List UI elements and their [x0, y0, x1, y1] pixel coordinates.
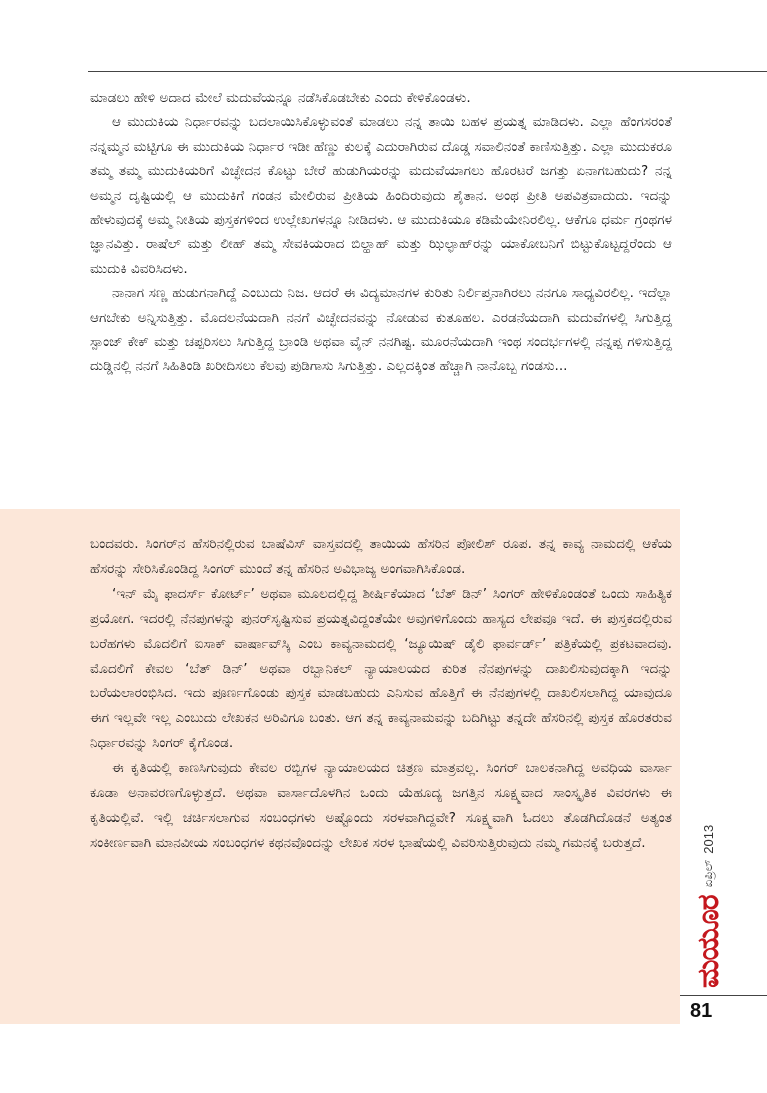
- magazine-logo: ಮಯೂರ: [690, 895, 726, 988]
- masthead: [684, 788, 764, 988]
- panel-text-column: [90, 532, 672, 856]
- issue-month: ಏಪ್ರಿಲ್: [700, 859, 715, 888]
- paragraph: ಮಾಡಲು ಹೇಳಿ ಅದಾದ ಮೇಲೆ ಮದುವೆಯನ್ನೂ ನಡೆಸಿಕೊಡಬೇಕು ಎಂದು ಕೇಳಿಕೊಂಡಳು.: [90, 90, 471, 106]
- issue-year: 2013: [700, 824, 716, 854]
- paragraph: ಆ ಮುದುಕಿಯ ನಿರ್ಧಾರವನ್ನು ಬದಲಾಯಿಸಿಕೊಳ್ಳುವಂತೆ ಮಾಡಲು ನನ್ನ ತಾಯಿ ಬಹಳ ಪ್ರಯತ್ನ ಮಾಡಿದಳು. ಎಲ್ಲಾ ಹೆಂಗಸರಂತೆ ನನ್ನಮ್ಮನ ಮಟ್ಟಿಗೂ ಈ ಮುದುಕಿಯ ನಿರ್ಧಾರ ಇಡೀ ಹೆಣ್ಣು ಕುಲಕ್ಕೆ ಎದುರಾಗಿರುವ ದೊಡ್ಡ ಸವಾಲಿನಂತೆ ಕಾಣಿಸುತ್ತಿತ್ತು. ಎಲ್ಲಾ ಮುದುಕರೂ ತಮ್ಮ ತಮ್ಮ ಮುದುಕಿಯರಿಗೆ ವಿಚ್ಛೇದನ ಕೊಟ್ಟು ಬೇರೆ ಹುಡುಗಿಯರನ್ನು ಮದುವೆಯಾಗಲು ಹೊರಟರೆ ಜಗತ್ತು ಏನಾಗಬಹುದು? ನನ್ನ ಅಮ್ಮನ ದೃಷ್ಟಿಯಲ್ಲಿ ಆ ಮುದುಕಿಗೆ ಗಂಡನ ಮೇಲಿರುವ ಪ್ರೀತಿಯ ಹಿಂದಿರುವುದು ಶೈತಾನ. ಅಂಥ ಪ್ರೀತಿ ಅಪವಿತ್ರವಾದುದು. ಇದನ್ನು ಹೇಳುವುದಕ್ಕೆ ಅಮ್ಮ ನೀತಿಯ ಪುಸ್ತಕಗಳಿಂದ ಉಲ್ಲೇಖಗಳನ್ನೂ ನೀಡಿದಳು. ಆ ಮುದುಕಿಯೂ ಕಡಿಮೆಯೇನಿರಲಿಲ್ಲ. ಆಕೆಗೂ ಧರ್ಮ ಗ್ರಂಥಗಳ ಜ್ಞಾನವಿತ್ತು. ರಾಷೆಲ್ ಮತ್ತು ಲೀಹ್ ತಮ್ಮ ಸೇವಕಿಯರಾದ ಬಿಲ್ಹಾಹ್ ಮತ್ತು ಝಿಲ್ಫಾಹ್‌ರನ್ನು ಯಾಕೋಬನಿಗೆ ಬಿಟ್ಟುಕೊಟ್ಟದ್ದರೆಂದು ಆ ಮುದುಕಿ ವಿವರಿಸಿದಳು.: [90, 114, 672, 277]
- paragraph: ಈ ಕೃತಿಯಲ್ಲಿ ಕಾಣಸಿಗುವುದು ಕೇವಲ ರಬ್ಬಿಗಳ ನ್ಯಾಯಾಲಯದ ಚಿತ್ರಣ ಮಾತ್ರವಲ್ಲ. ಸಿಂಗರ್ ಬಾಲಕನಾಗಿದ್ದ ಅವಧಿಯ ವಾರ್ಸಾ ಕೂಡಾ ಅನಾವರಣಗೊಳ್ಳುತ್ತದೆ. ಅಥವಾ ವಾರ್ಸಾದೊಳಗಿನ ಒಂದು ಯೆಹೂದ್ಯ ಜಗತ್ತಿನ ಸೂಕ್ಷ್ಮವಾದ ಸಾಂಸ್ಕೃತಿಕ ವಿವರಗಳು ಈ ಕೃತಿಯಲ್ಲಿವೆ. ಇಲ್ಲಿ ಚರ್ಚಿಸಲಾಗುವ ಸಂಬಂಧಗಳು ಅಷ್ಟೊಂದು ಸರಳವಾಗಿದ್ದವೇ? ಸೂಕ್ಷ್ಮವಾಗಿ ಓದಲು ತೊಡಗಿದೊಡನೆ ಅತ್ಯಂತ ಸಂಕೀರ್ಣವಾಗಿ ಮಾನವೀಯ ಸಂಬಂಧಗಳ ಕಥನವೊಂದನ್ನು ಲೇಖಕ ಸರಳ ಭಾಷೆಯಲ್ಲಿ ವಿವರಿಸುತ್ತಿರುವುದು ನಮ್ಮ ಗಮನಕ್ಕೆ ಬರುತ್ತದೆ.: [90, 760, 672, 851]
- top-rule: [88, 71, 767, 72]
- paragraph: ‘ಇನ್ ಮೈ ಫಾದರ್ಸ್ ಕೋರ್ಟ್’ ಅಥವಾ ಮೂಲದಲ್ಲಿದ್ದ ಶೀರ್ಷಿಕೆಯಾದ ‘ಬೆತ್ ಡಿನ್’ ಸಿಂಗರ್ ಹೇಳಿಕೊಂಡಂತೆ ಒಂದು ಸಾಹಿತ್ಯಿಕ ಪ್ರಯೋಗ. ಇದರಲ್ಲಿ ನೆನಪುಗಳನ್ನು ಪುನರ್‌ಸೃಷ್ಟಿಸುವ ಪ್ರಯತ್ನವಿದ್ದಂತೆಯೇ ಅವುಗಳಿಗೊಂದು ಹಾಸ್ಯದ ಲೇಪವೂ ಇದೆ. ಈ ಪುಸ್ತಕದಲ್ಲಿರುವ ಬರೆಹಗಳು ಮೊದಲಿಗೆ ಐಸಾಕ್ ವಾರ್ಷಾವ್‌ಸ್ಕಿ ಎಂಬ ಕಾವ್ಯನಾಮದಲ್ಲಿ ‘ಜ್ಯೂಯಿಷ್ ಡೈಲಿ ಫಾರ್ವರ್ಡ್’ ಪತ್ರಿಕೆಯಲ್ಲಿ ಪ್ರಕಟವಾದವು. ಮೊದಲಿಗೆ ಕೇವಲ ‘ಬೆತ್ ಡಿನ್’ ಅಥವಾ ರಬ್ಬಾನಿಕಲ್ ನ್ಯಾಯಾಲಯದ ಕುರಿತ ನೆನಪುಗಳನ್ನು ದಾಖಲಿಸುವುದಕ್ಕಾಗಿ ಇದನ್ನು ಬರೆಯಲಾರಂಭಿಸಿದ. ಇದು ಪೂರ್ಣಗೊಂಡು ಪುಸ್ತಕ ಮಾಡಬಹುದು ಎನಿಸುವ ಹೊತ್ತಿಗೆ ಈ ನೆನಪುಗಳಲ್ಲಿ ದಾಖಲಿಸಲಾಗಿದ್ದ ಯಾವುದೂ ಈಗ ಇಲ್ಲವೇ ಇಲ್ಲ ಎಂಬುದು ಲೇಖಕನ ಅರಿವಿಗೂ ಬಂತು. ಆಗ ತನ್ನ ಕಾವ್ಯನಾಮವನ್ನು ಬದಿಗಿಟ್ಟು ತನ್ನದೇ ಹೆಸರಿನಲ್ಲಿ ಪುಸ್ತಕ ಹೊರತರುವ ನಿರ್ಧಾರವನ್ನು ಸಿಂಗರ್ ಕೈಗೊಂಡ.: [90, 585, 672, 752]
- footer-rule: [680, 995, 767, 996]
- upper-text-column: [90, 86, 672, 379]
- paragraph: ಬಂದವರು. ಸಿಂಗರ್‌ನ ಹೆಸರಿನಲ್ಲಿರುವ ಬಾಷೆವಿಸ್ ವಾಸ್ತವದಲ್ಲಿ ತಾಯಿಯ ಹೆಸರಿನ ಪೋಲಿಶ್ ರೂಪ. ತನ್ನ ಕಾವ್ಯ ನಾಮದಲ್ಲಿ ಆಕೆಯ ಹೆಸರನ್ನು ಸೇರಿಸಿಕೊಂಡಿದ್ದ ಸಿಂಗರ್ ಮುಂದೆ ತನ್ನ ಹೆಸರಿನ ಅವಿಭಾಜ್ಯ ಅಂಗವಾಗಿಸಿಕೊಂಡ.: [90, 536, 672, 577]
- page-number: 81: [690, 1000, 713, 1022]
- paragraph: ನಾನಾಗ ಸಣ್ಣ ಹುಡುಗನಾಗಿದ್ದೆ ಎಂಬುದು ನಿಜ. ಆದರೆ ಈ ವಿದ್ಯಮಾನಗಳ ಕುರಿತು ನಿರ್ಲಿಪ್ತನಾಗಿರಲು ನನಗೂ ಸಾಧ್ಯವಿರಲಿಲ್ಲ. ಇದೆಲ್ಲಾ ಆಗಬೇಕು ಅನ್ನಿಸುತ್ತಿತ್ತು. ಮೊದಲನೆಯದಾಗಿ ನನಗೆ ವಿಚ್ಛೇದನವನ್ನು ನೋಡುವ ಕುತೂಹಲ. ಎರಡನೆಯದಾಗಿ ಮದುವೆಗಳಲ್ಲಿ ಸಿಗುತ್ತಿದ್ದ ಸ್ಪಾಂಜ್ ಕೇಕ್ ಮತ್ತು ಚಪ್ಪರಿಸಲು ಸಿಗುತ್ತಿದ್ದ ಬ್ರಾಂಡಿ ಅಥವಾ ವೈನ್ ನನಗಿಷ್ಟ. ಮೂರನೆಯದಾಗಿ ಇಂಥ ಸಂದರ್ಭಗಳಲ್ಲಿ ನನ್ನಪ್ಪ ಗಳಿಸುತ್ತಿದ್ದ ದುಡ್ಡಿನಲ್ಲಿ ನನಗೆ ಸಿಹಿತಿಂಡಿ ಖರೀದಿಸಲು ಕೆಲವು ಪುಡಿಗಾಸು ಸಿಗುತ್ತಿತ್ತು. ಎಲ್ಲದಕ್ಕಿಂತ ಹೆಚ್ಚಾಗಿ ನಾನೊಬ್ಬ ಗಂಡಸು...: [90, 285, 672, 375]
